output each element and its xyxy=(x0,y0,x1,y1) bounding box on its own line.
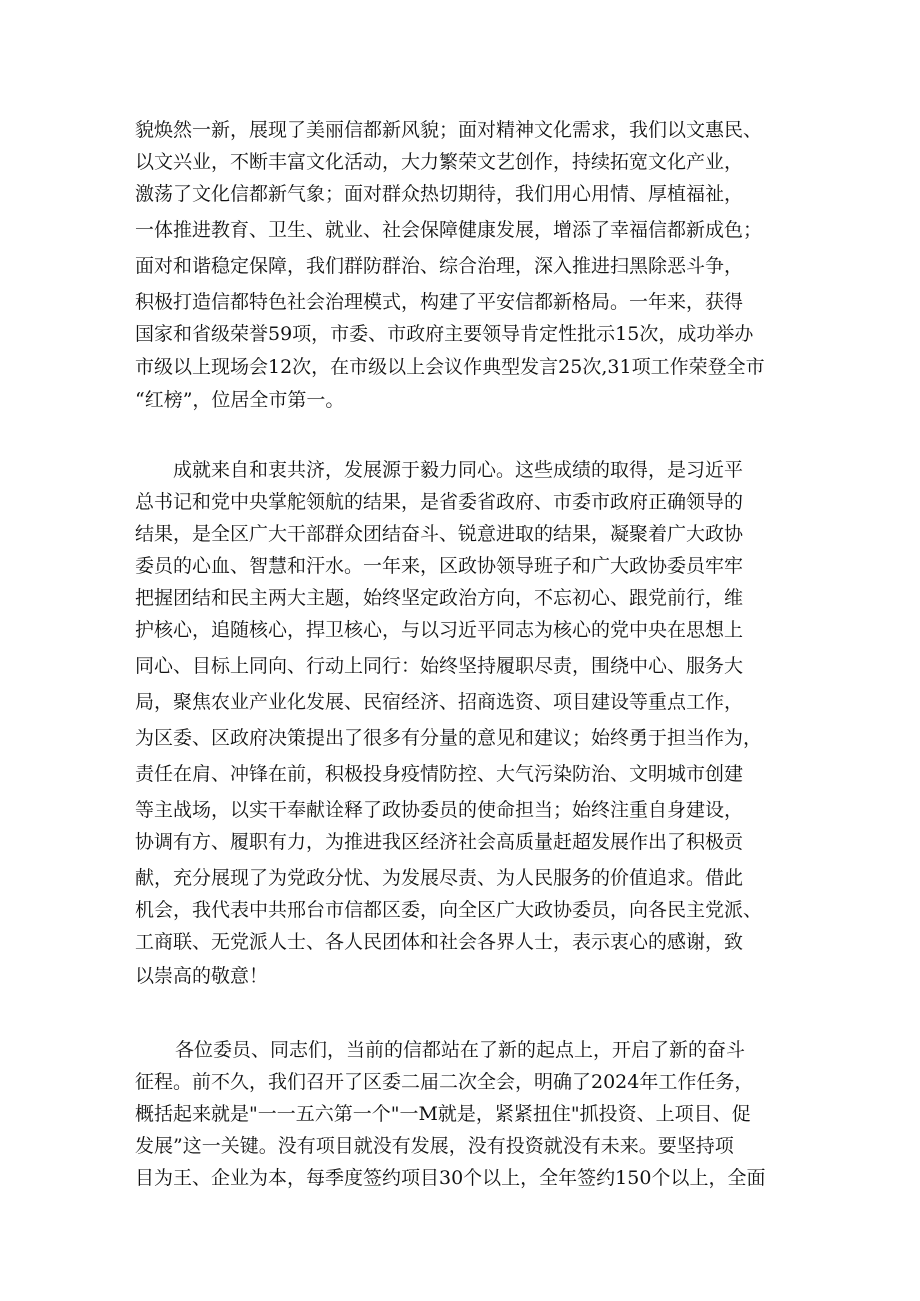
paragraph-2-line-7: 同心、目标上同向、行动上同行：始终坚持履职尽责，围绕中心、服务大 xyxy=(135,655,744,677)
paragraph-3-line-2: 征程。前不久，我们召开了区委二届二次全会，明确了2024年工作任务， xyxy=(135,1071,754,1093)
paragraph-3-line-4: 发展”这一关键。没有项目就没有发展，没有投资就没有未来。要坚持项 xyxy=(135,1135,734,1157)
paragraph-3-line-3: 概括起来就是"一一五六第一个"一M就是，紧紧扭住"抓投资、上项目、促 xyxy=(135,1103,751,1125)
paragraph-2-line-11: 等主战场，以实干奉献诠释了政协委员的使命担当；始终注重自身建设， xyxy=(135,799,744,821)
paragraph-2-line-13: 献，充分展现了为党政分忧、为发展尽责、为人民服务的价值追求。借此 xyxy=(135,867,744,889)
paragraph-2-line-5: 把握团结和民主两大主题，始终坚定政治方向，不忘初心、跟党前行，维 xyxy=(135,587,744,609)
paragraph-2-line-3: 结果，是全区广大干部群众团结奋斗、锐意进取的结果，凝聚着广大政协 xyxy=(135,523,744,545)
paragraph-1-line-7: 国家和省级荣誉59项，市委、市政府主要领导肯定性批示15次，成功举办 xyxy=(135,323,754,345)
paragraph-2-line-9: 为区委、区政府决策提出了很多有分量的意见和建议；始终勇于担当作为， xyxy=(135,727,763,749)
paragraph-2-line-6: 护核心，追随核心，捍卫核心，与以习近平同志为核心的党中央在思想上 xyxy=(135,619,744,641)
paragraph-1-line-6: 积极打造信都特色社会治理模式，构建了平安信都新格局。一年来，获得 xyxy=(135,291,744,313)
paragraph-1-line-3: 激荡了文化信都新气象；面对群众热切期待，我们用心用情、厚植福祉， xyxy=(135,183,744,205)
paragraph-1-line-9: “红榜”，位居全市第一。 xyxy=(135,389,345,411)
paragraph-2-line-10: 责任在肩、冲锋在前，积极投身疫情防控、大气污染防治、文明城市创建 xyxy=(135,763,744,785)
paragraph-1-line-5: 面对和谐稳定保障，我们群防群治、综合治理，深入推进扫黑除恶斗争， xyxy=(135,255,744,277)
paragraph-1-line-4: 一体推进教育、卫生、就业、社会保障健康发展，增添了幸福信都新成色； xyxy=(135,219,763,241)
paragraph-1-line-2: 以文兴业，不断丰富文化活动，大力繁荣文艺创作，持续拓宽文化产业， xyxy=(135,151,744,173)
paragraph-3-line-5: 目为王、企业为本，每季度签约项目30个以上，全年签约150个以上，全面 xyxy=(135,1167,766,1189)
paragraph-2-line-2: 总书记和党中央掌舵领航的结果，是省委省政府、市委市政府正确领导的 xyxy=(135,491,744,513)
paragraph-2-line-1: 成就来自和衷共济，发展源于毅力同心。这些成绩的取得，是习近平 xyxy=(173,459,744,481)
paragraph-2-line-12: 协调有方、履职有力，为推进我区经济社会高质量赶超发展作出了积极贡 xyxy=(135,831,744,853)
paragraph-2-line-15: 工商联、无党派人士、各人民团体和社会各界人士，表示衷心的感谢，致 xyxy=(135,931,744,953)
paragraph-2-line-16: 以崇高的敬意！ xyxy=(135,965,269,987)
paragraph-2-line-14: 机会，我代表中共邢台市信都区委，向全区广大政协委员，向各民主党派、 xyxy=(135,899,763,921)
paragraph-1-line-1: 貌焕然一新，展现了美丽信都新风貌；面对精神文化需求，我们以文惠民、 xyxy=(135,119,763,141)
paragraph-2-line-4: 委员的心血、智慧和汗水。一年来，区政协领导班子和广大政协委员牢牢 xyxy=(135,555,744,577)
paragraph-3-line-1: 各位委员、同志们，当前的信都站在了新的起点上，开启了新的奋斗 xyxy=(175,1039,746,1061)
paragraph-1-line-8: 市级以上现场会12次，在市级以上会议作典型发言25次,31项工作荣登全市 xyxy=(135,356,765,378)
paragraph-2-line-8: 局，聚焦农业产业化发展、民宿经济、招商选资、项目建设等重点工作， xyxy=(135,691,744,713)
